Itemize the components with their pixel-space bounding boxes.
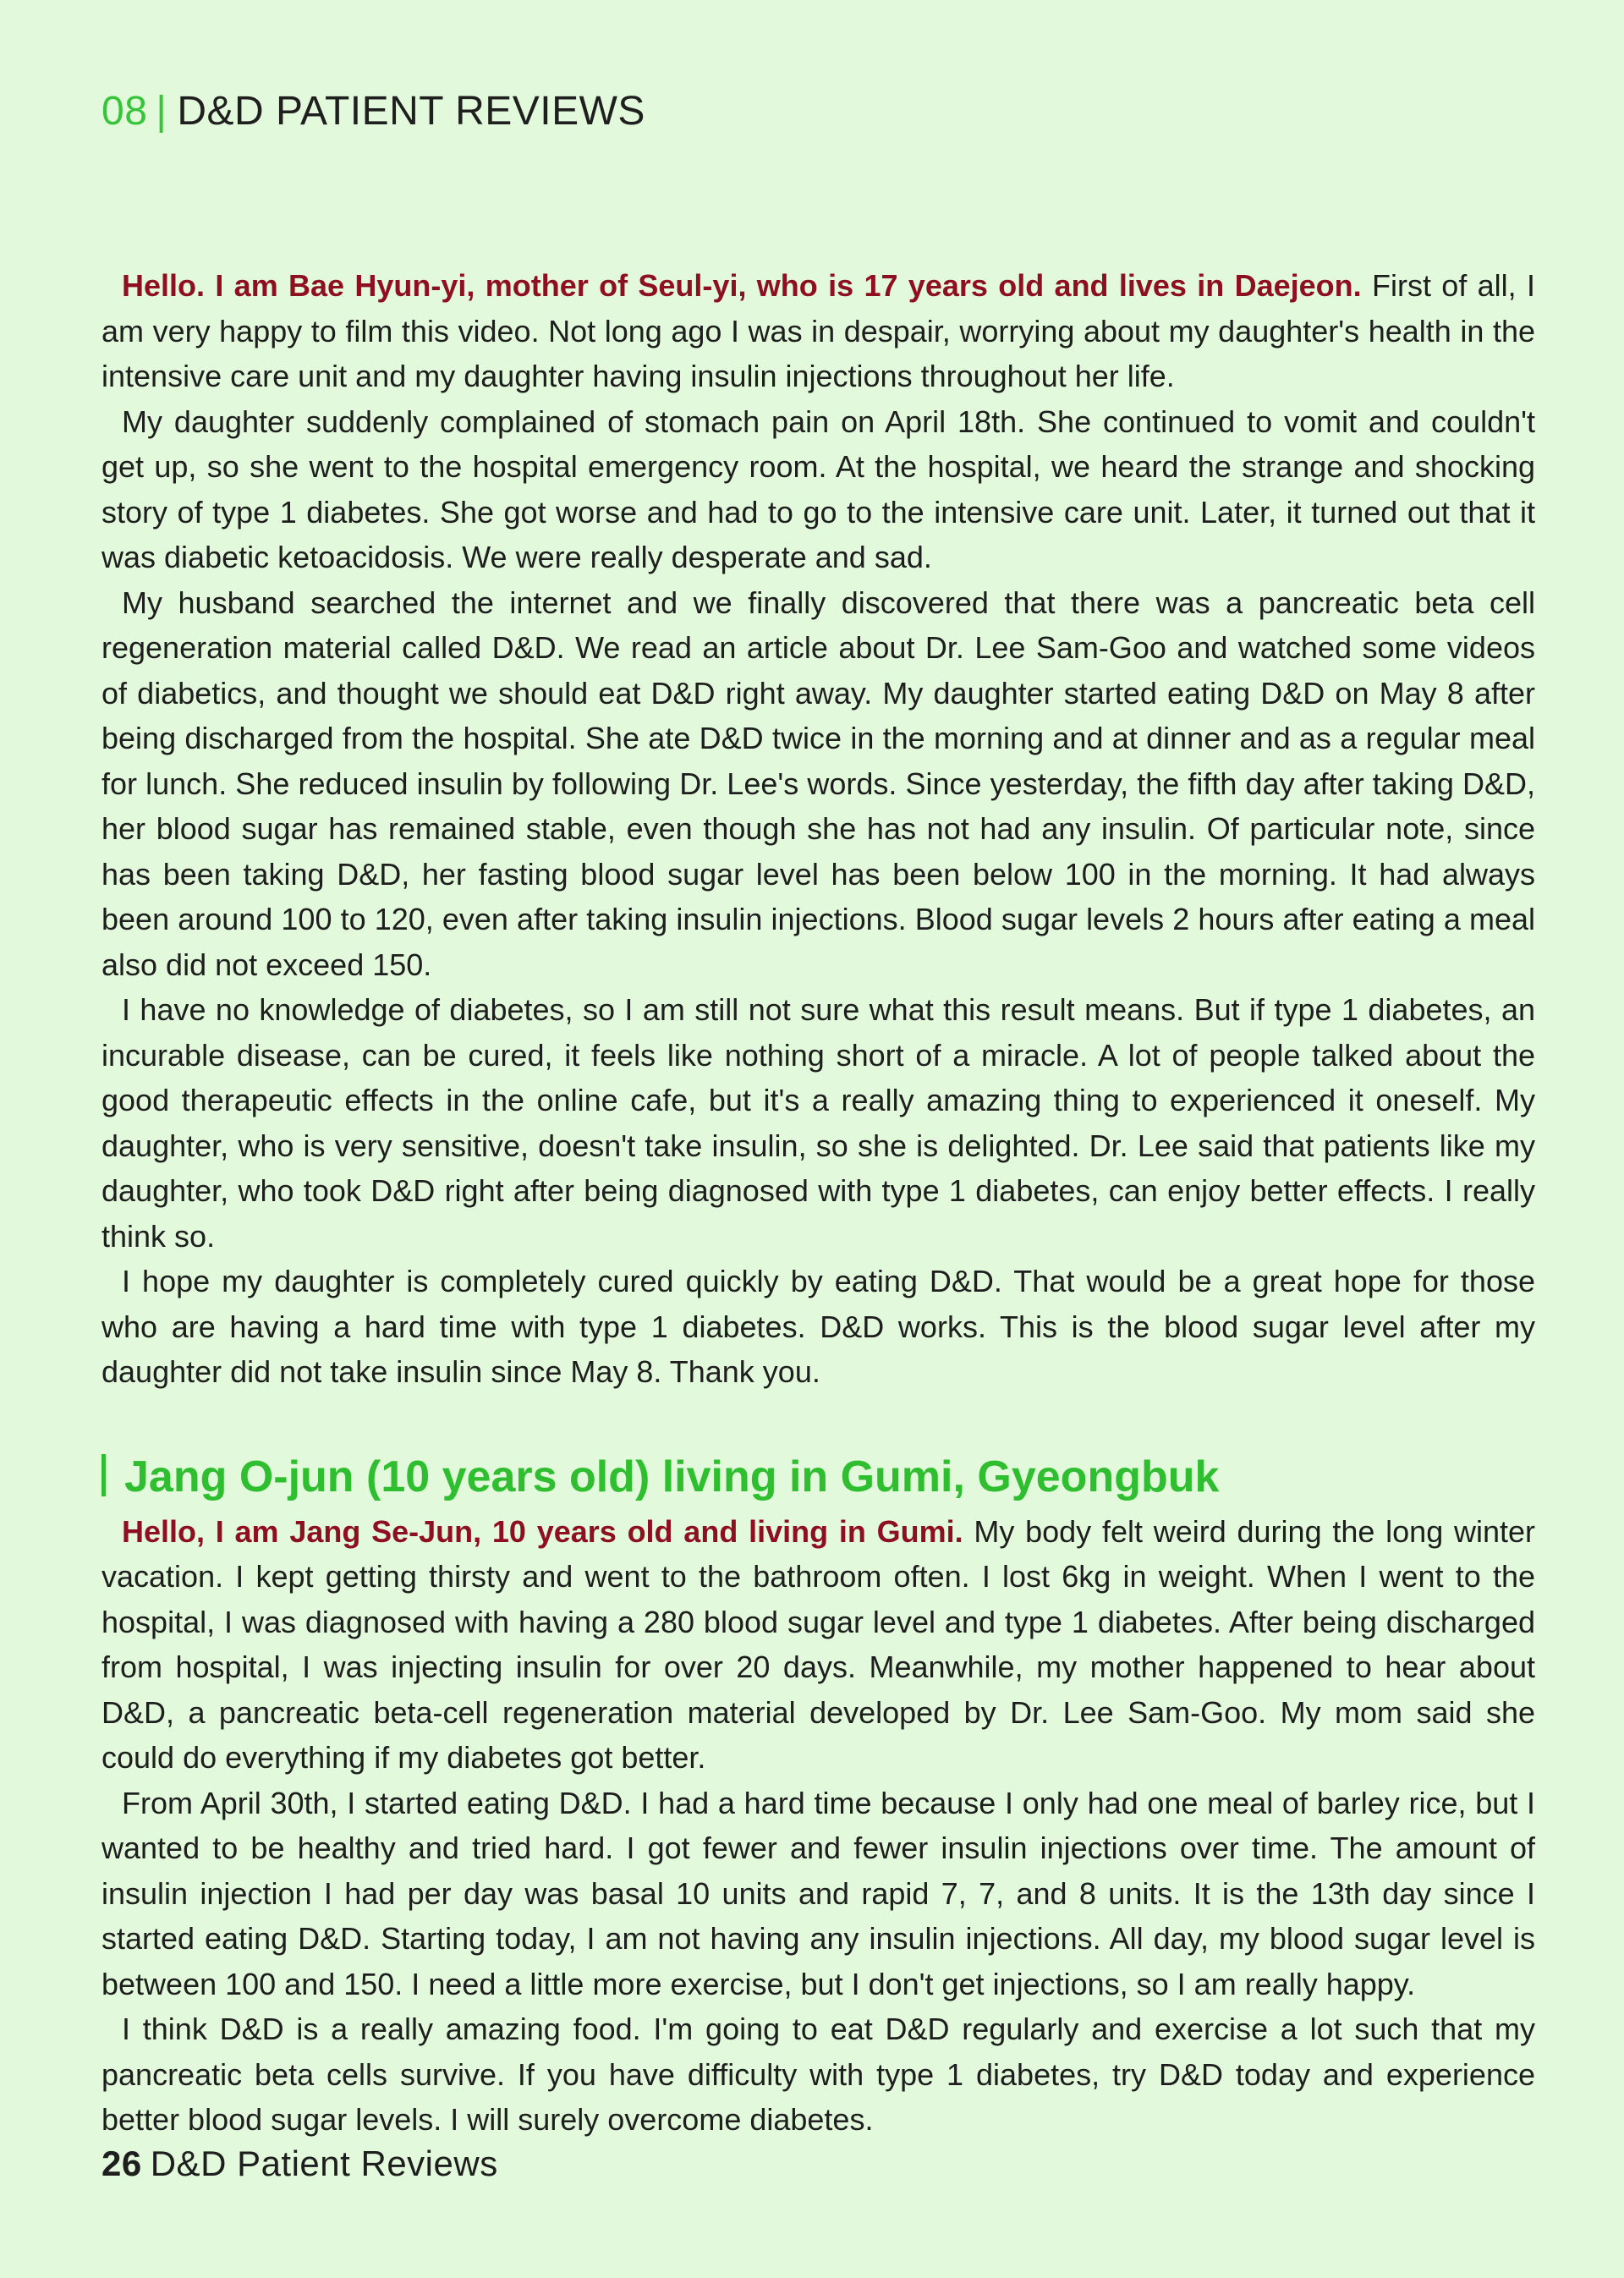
review2-paragraph-3: I think D&D is a really amazing food. I'm going to eat D&D regularly and exercise a lot such that my pancreatic beta cells survive. If you have difficulty with type 1 diabetes, try D&D today and experience better blood sugar levels. I will surely overcome diabetes. <box>102 2012 1535 2137</box>
review1-paragraph-4: I have no knowledge of diabetes, so I am still not sure what this result means. But if type 1 diabetes, an incurable disease, can be cured, it feels like nothing short of a miracle. A lot of people talked about the good therapeutic effects in the online cafe, but it's a really amazing thing to experienced it oneself. My daughter, who is very sensitive, doesn't take insulin, so she is delighted. Dr. Lee said that patients like my daughter, who took D&D right after being diagnosed with type 1 diabetes, can enjoy better effects. I really think so. <box>102 992 1535 1254</box>
page-footer <box>102 2141 498 2187</box>
review2-title: Jang O-jun (10 years old) living in Gumi, Gyeongbuk <box>124 1452 1220 1501</box>
review2-paragraph-2: From April 30th, I started eating D&D. I had a hard time because I only had one meal of barley rice, but I wanted to be healthy and tried hard. I got fewer and fewer insulin injections over time. The amount of insulin injection I had per day was basal 10 units and rapid 7, 7, and 8 units. It is the 13th day since I started eating D&D. Starting today, I am not having any insulin injections. All day, my blood sugar level is between 100 and 150. I need a little more exercise, but I don't get injections, so I am really happy. <box>102 1785 1535 2001</box>
chapter-number: 08 <box>102 89 148 134</box>
review1-lead: Hello. I am Bae Hyun-yi, mother of Seul-yi, who is 17 years old and lives in Daejeon. <box>122 268 1362 303</box>
review1-paragraph-1 <box>102 263 1535 399</box>
review2-lead: Hello, I am Jang Se-Jun, 10 years old and living in Gumi. <box>122 1513 963 1549</box>
review2-p1-text: My body felt weird during the long winter vacation. I kept getting thirsty and went to the bathroom often. I lost 6kg in weight. When I went to the hospital, I was diagnosed with having a 280 blood sugar level and type 1 diabetes. After being discharged from hospital, I was injecting insulin for over 20 days. Meanwhile, my mother happened to hear about D&D, a pancreatic beta-cell regeneration material developed by Dr. Lee Sam-Goo. My mom said she could do everything if my diabetes got better. <box>102 1513 1536 1775</box>
main-content <box>102 263 1535 2143</box>
heading-bar <box>102 1454 106 1496</box>
review2-paragraph-1 <box>102 1509 1535 1781</box>
chapter-title: D&D PATIENT REVIEWS <box>177 89 645 134</box>
header-separator: | <box>156 89 167 134</box>
review2-heading <box>102 1450 1535 1504</box>
footer-title: D&D Patient Reviews <box>150 2144 498 2183</box>
page-header <box>102 88 645 135</box>
page-number: 26 <box>102 2144 142 2183</box>
review1-paragraph-5: I hope my daughter is completely cured quickly by eating D&D. That would be a great hope for those who are having a hard time with type 1 diabetes. D&D works. This is the blood sugar level after my daughter did not take insulin since May 8. Thank you. <box>102 1264 1535 1389</box>
review1-paragraph-2: My daughter suddenly complained of stomach pain on April 18th. She continued to vomit and couldn't get up, so she went to the hospital emergency room. At the hospital, we heard the strange and shocking story of type 1 diabetes. She got worse and had to go to the intensive care unit. Later, it turned out that it was diabetic ketoacidosis. We were really desperate and sad. <box>102 403 1535 574</box>
review1-paragraph-3: My husband searched the internet and we finally discovered that there was a pancreatic beta cell regeneration material called D&D. We read an article about Dr. Lee Sam-Goo and watched some videos of diabetics, and thought we should eat D&D right away. My daughter started eating D&D on May 8 after being discharged from the hospital. She ate D&D twice in the morning and at dinner and as a regular meal for lunch. She reduced insulin by following Dr. Lee's words. Since yesterday, the fifth day after taking D&D, her blood sugar has remained stable, even though she has not had any insulin. Of particular note, since has been taking D&D, her fasting blood sugar level has been below 100 in the morning. It had always been around 100 to 120, even after taking insulin injections. Blood sugar levels 2 hours after eating a meal also did not exceed 150. <box>102 585 1535 982</box>
review1-p1-text: First of all, I am very happy to film this video. Not long ago I was in despair, worrying about my daughter's health in the intensive care unit and my daughter having insulin injections throughout her life. <box>102 268 1535 393</box>
